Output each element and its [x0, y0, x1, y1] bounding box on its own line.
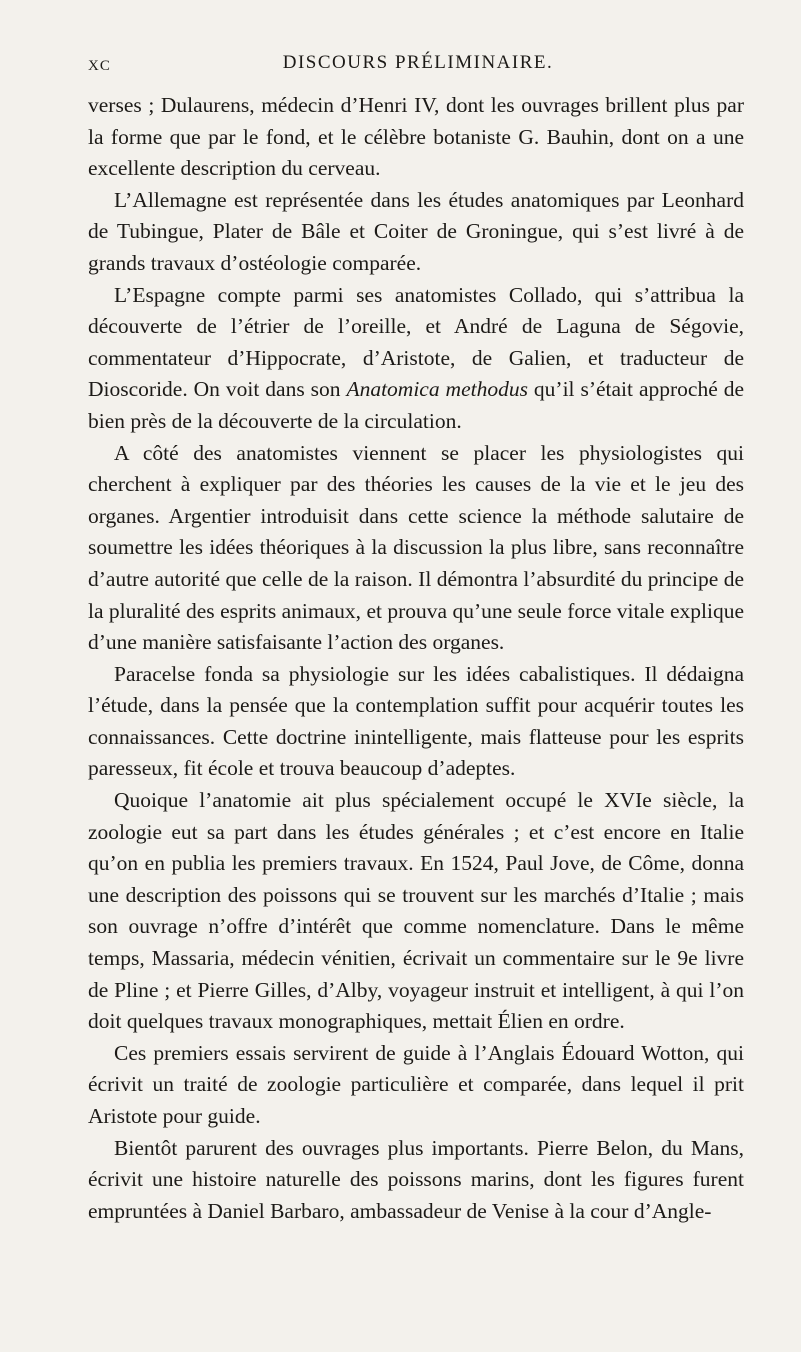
- page-number: XC: [88, 58, 111, 74]
- paragraph-wotton: Ces premiers essais servirent de guide à l’Anglais Édouard Wotton, qui écrivit un traité de zoologie particulière et comparée, dans lequel il prit Aristote pour guide.: [88, 1040, 744, 1128]
- book-title-anatomica-methodus: Anatomica methodus: [346, 377, 528, 402]
- paragraph-spain-text-b: qu’il s’était approché de bien près de la découverte de la circulation.: [88, 377, 744, 433]
- body-text: [88, 90, 744, 1227]
- paragraph-spain: [88, 280, 744, 438]
- paragraph-continued: verses ; Dulaurens, médecin d’Henri IV, dont les ouvrages brillent plus par la forme que par le fond, et le célèbre botaniste G. Bauhin, dont on a une excellente description du cerveau.: [88, 93, 744, 181]
- paragraph-spain-text-a: L’Espagne compte parmi ses anatomistes Collado, qui s’attribua la découverte de l’étrier de l’oreille, et André de Laguna de Ségovie, commentateur d’Hippocrate, d’Aristote, de Galien, et traducteur de Dioscoride. On voit dans son: [88, 282, 744, 402]
- paragraph-paracelse: Paracelse fonda sa physiologie sur les idées cabalistiques. Il dédaigna l’étude, dans la pensée que la contemplation suffit pour acquérir toutes les connaissances. Cette doctrine inintelligente, mais flatteuse pour les esprits paresseux, fit école et trouva beaucoup d’adeptes.: [88, 661, 744, 781]
- paragraph-physiologists: A côté des anatomistes viennent se placer les physiologistes qui cherchent à expliquer par des théories les causes de la vie et le jeu des organes. Argentier introduisit dans cette science la méthode salutaire de soumettre les idées théoriques à la discussion la plus libre, sans reconnaître d’autre autorité que celle de la raison. Il démontra l’absurdité du principe de la pluralité des esprits animaux, et prouva qu’une seule force vitale explique d’une manière satisfaisante l’action des organes.: [88, 440, 744, 655]
- paragraph-belon: Bientôt parurent des ouvrages plus importants. Pierre Belon, du Mans, écrivit une histoire naturelle des poissons marins, dont les figures furent empruntées à Daniel Barbaro, ambassadeur de Venise à la cour d’Angle-: [88, 1135, 744, 1223]
- running-head: DISCOURS PRÉLIMINAIRE.: [282, 52, 554, 73]
- paragraph-germany: L’Allemagne est représentée dans les études anatomiques par Leonhard de Tubingue, Plater de Bâle et Coiter de Groningue, qui s’est livré à de grands travaux d’ostéologie comparée.: [88, 187, 744, 275]
- paragraph-zoology: Quoique l’anatomie ait plus spécialement occupé le XVIe siècle, la zoologie eut sa part dans les études générales ; et c’est encore en Italie qu’on en publia les premiers travaux. En 1524, Paul Jove, de Côme, donna une description des poissons qui se trouvent sur les marchés d’Italie ; mais son ouvrage n’offre d’intérêt que comme nomenclature. Dans le même temps, Massaria, médecin vénitien, écrivait un commentaire sur le 9e livre de Pline ; et Pierre Gilles, d’Alby, voyageur instruit et intelligent, à qui l’on doit quelques travaux monographiques, mettait Élien en ordre.: [88, 788, 744, 1034]
- page-header: [88, 50, 748, 80]
